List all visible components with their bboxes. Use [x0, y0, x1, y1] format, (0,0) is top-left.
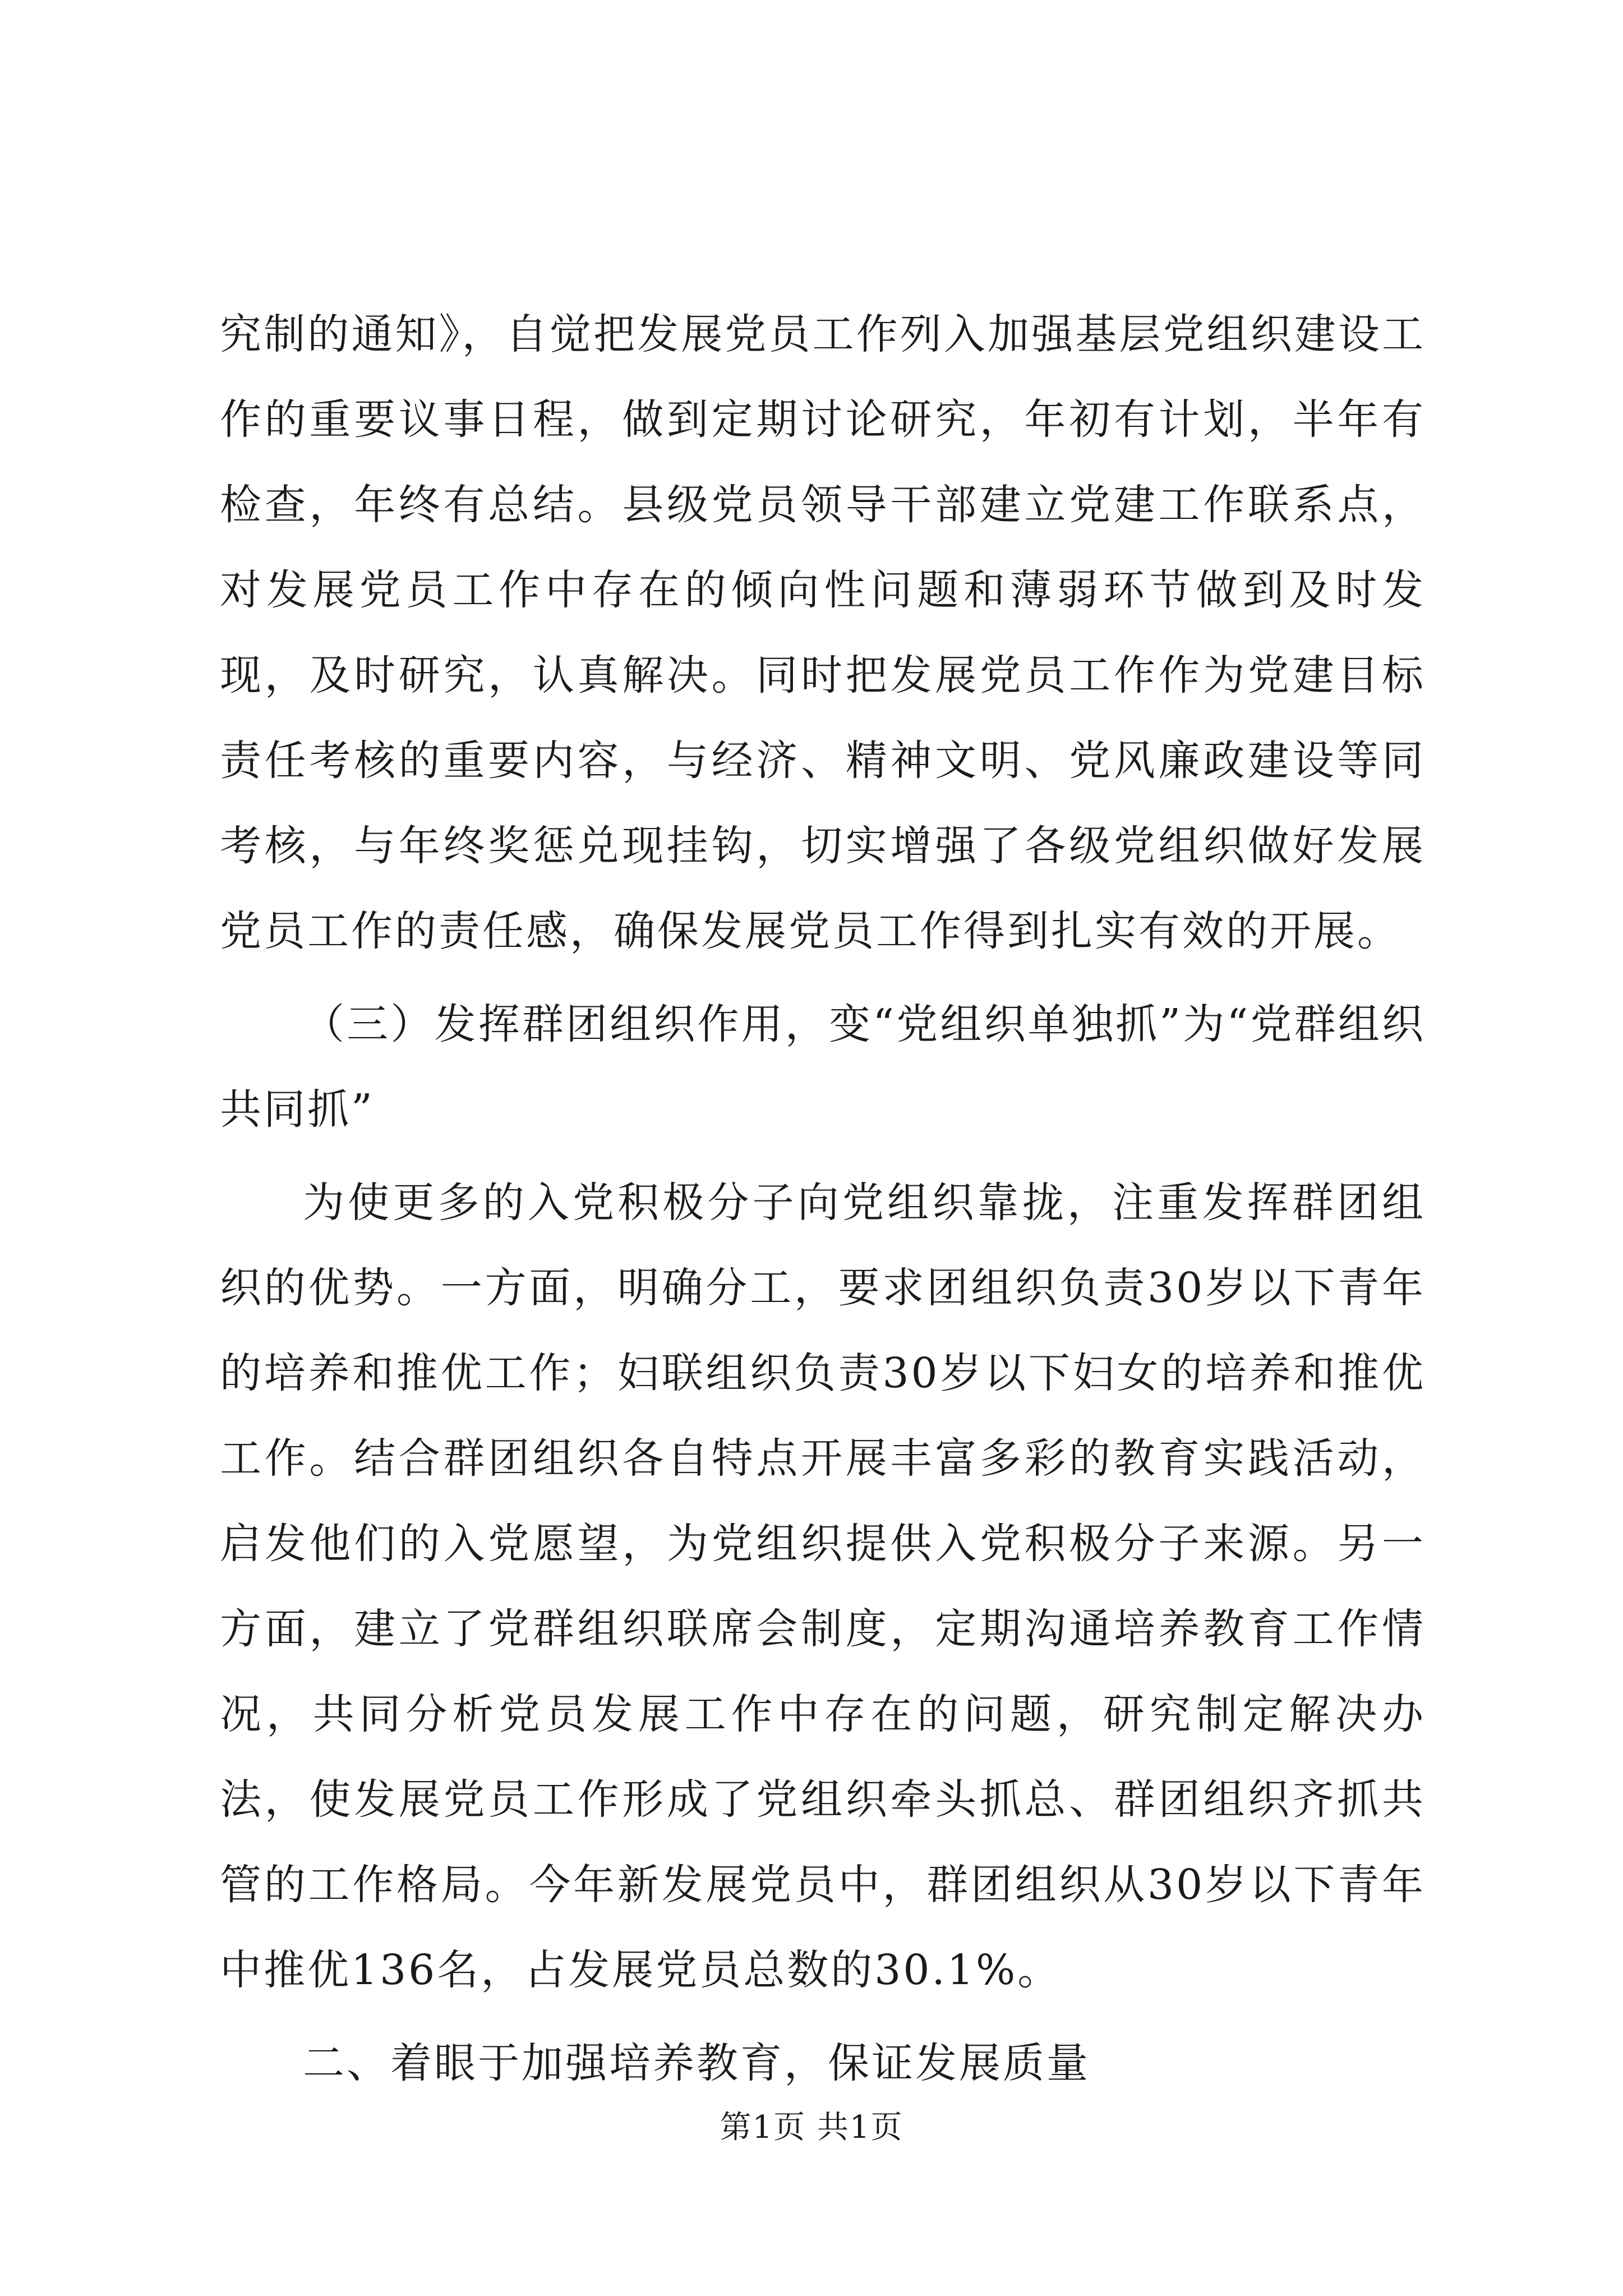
document-body [220, 292, 1426, 2106]
section-heading-two: 二、着眼于加强培养教育，保证发展质量 [303, 2039, 1090, 2087]
section-heading-three: （三）发挥群团组织作用，变“党组织单独抓”为“党群组织共同抓” [220, 1000, 1426, 1134]
page-footer: 第1页 共1页 [720, 2109, 903, 2146]
paragraph-mass-organizations: 为使更多的入党积极分子向党组织靠拢，注重发挥群团组织的优势。一方面，明确分工，要求团组织负责30岁以下青年的培养和推优工作；妇联组织负责30岁以下妇女的培养和推优工作。结合群团组织各自特点开展丰富多彩的教育实践活动，启发他们的入党愿望，为党组织提供入党积极分子来源。另一方面，建立了党群组织联席会制度，定期沟通培养教育工作情况，共同分析党员发展工作中存在的问题，研究制定解决办法，使发展党员工作形成了党组织牵头抓总、群团组织齐抓共管的工作格局。今年新发展党员中，群团组织从30岁以下青年中推优136名，占发展党员总数的30.1%。 [220, 1179, 1426, 1994]
paragraph-continuation: 究制的通知》，自觉把发展党员工作列入加强基层党组织建设工作的重要议事日程，做到定期讨论研究，年初有计划，半年有检查，年终有总结。县级党员领导干部建立党建工作联系点，对发展党员工作中存在的倾向性问题和薄弱环节做到及时发现，及时研究，认真解决。同时把发展党员工作作为党建目标责任考核的重要内容，与经济、精神文明、党风廉政建设等同考核，与年终奖惩兑现挂钩，切实增强了各级党组织做好发展党员工作的责任感，确保发展党员工作得到扎实有效的开展。 [220, 310, 1426, 955]
